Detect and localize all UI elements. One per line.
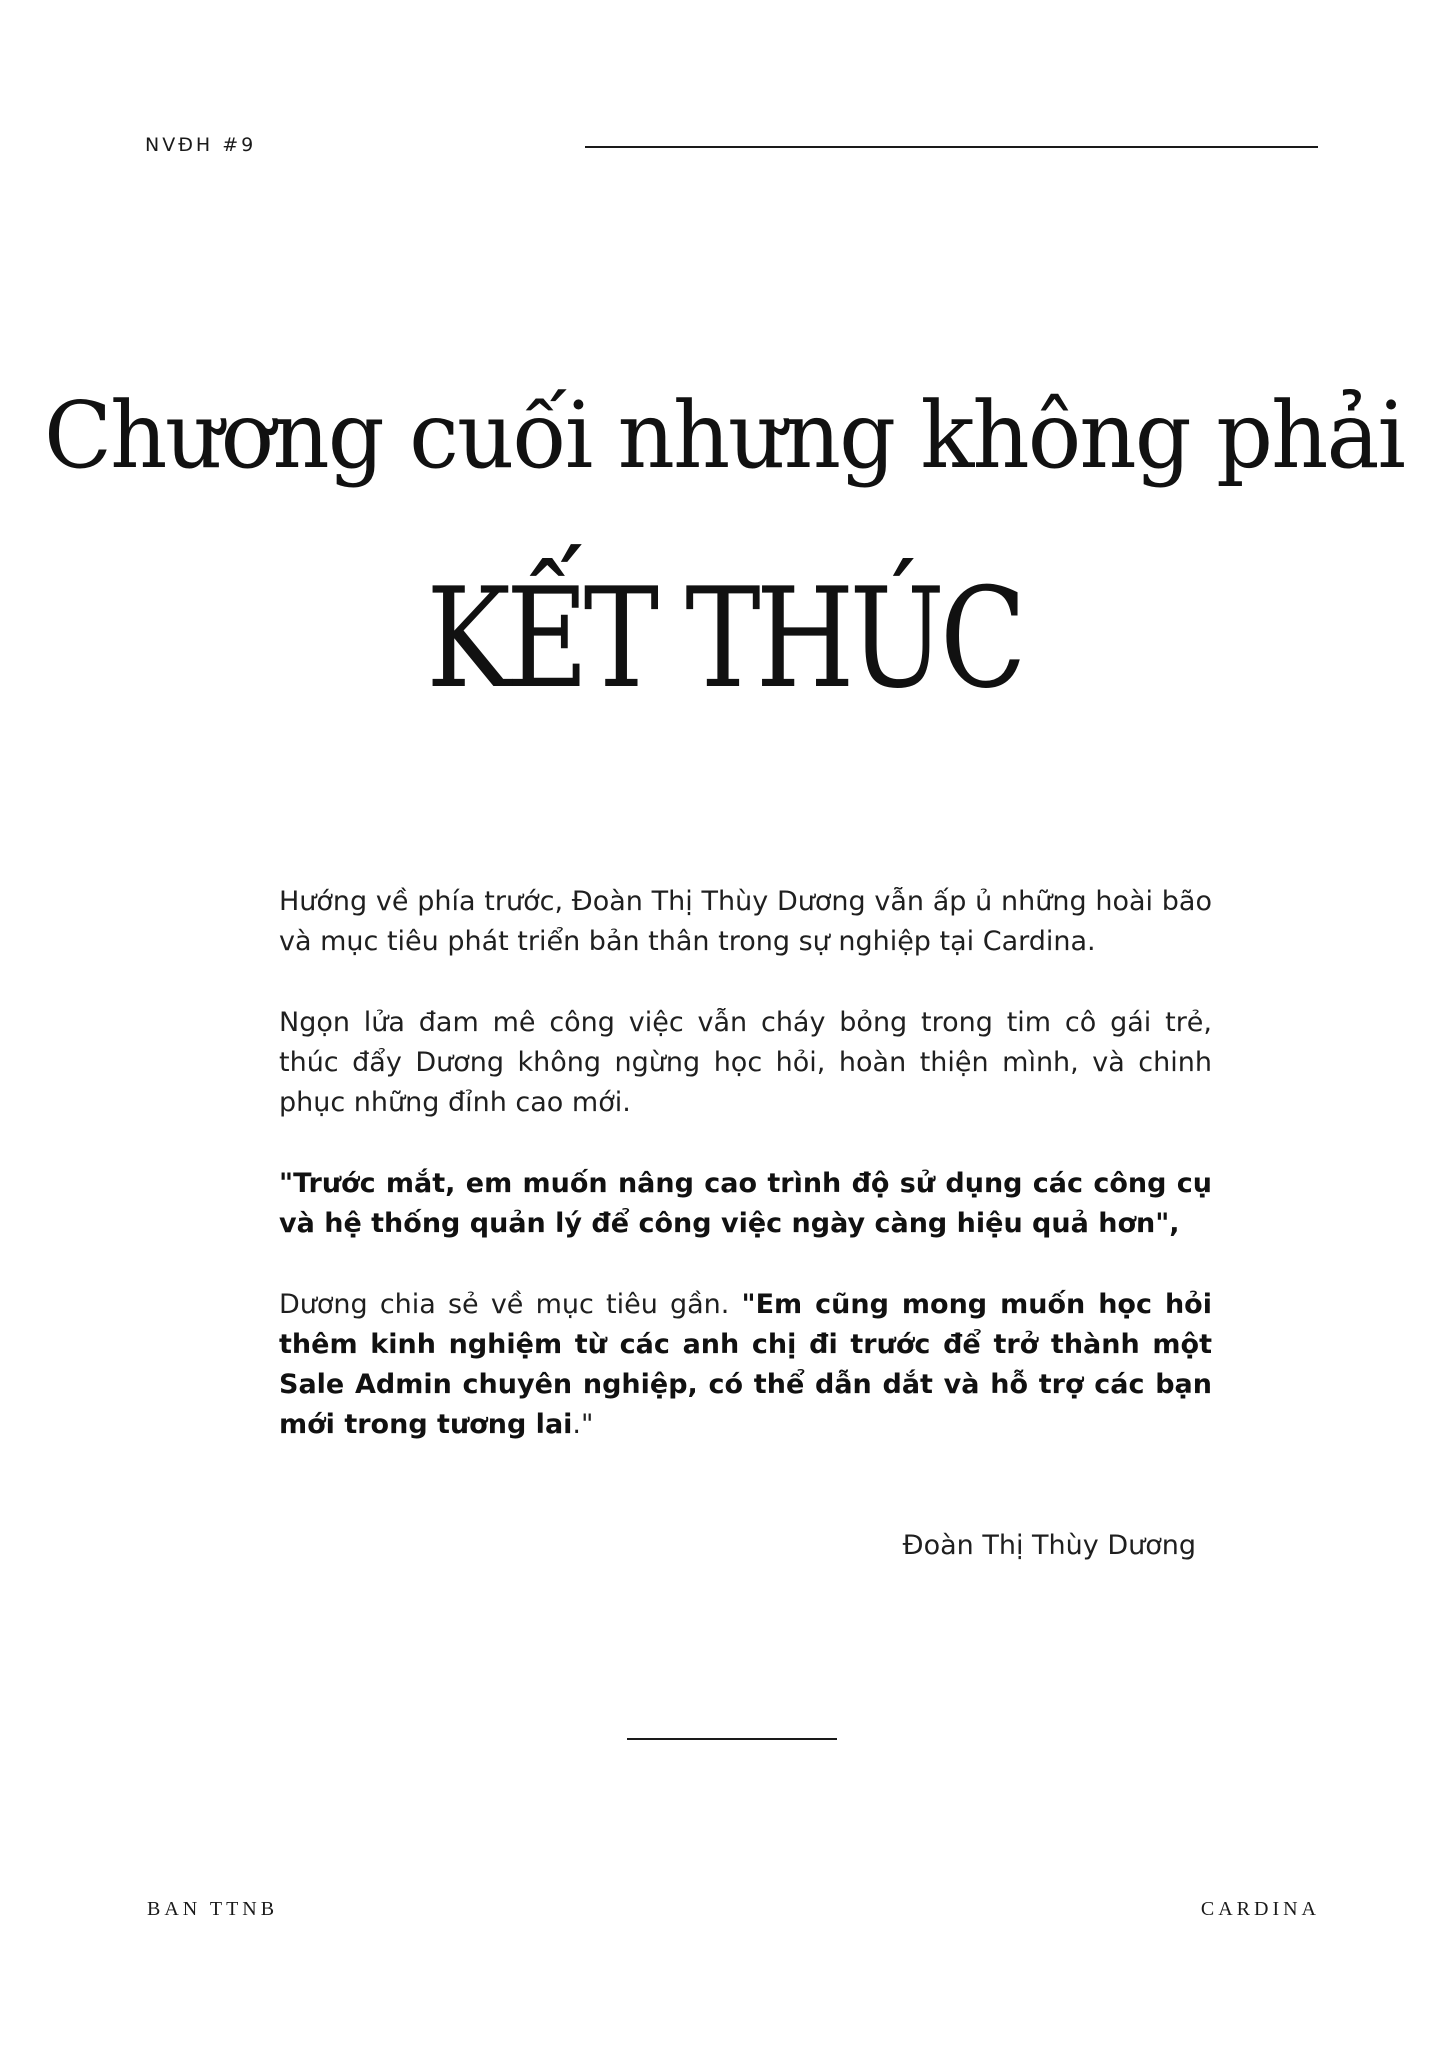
article-body (279, 882, 1212, 1486)
quote-2: "Em cũng mong muốn học hỏi thêm kinh nghiệm từ các anh chị đi trước để trở thành một Sale Admin chuyên nghiệp, có thể dẫn dắt và hỗ trợ các bạn mới trong tương lai (279, 1289, 1212, 1440)
footer-brand: CARDINA (1200, 1898, 1320, 1920)
paragraph-4-intro: Dương chia sẻ về mục tiêu gần. (279, 1289, 742, 1320)
issue-label: NVĐH #9 (145, 134, 257, 156)
paragraph-1: Hướng về phía trước, Đoàn Thị Thùy Dương vẫn ấp ủ những hoài bão và mục tiêu phát triển bản thân trong sự nghiệp tại Cardina. (279, 886, 1212, 957)
paragraph-4-end: ." (572, 1409, 594, 1440)
paragraph-2: Ngọn lửa đam mê công việc vẫn cháy bỏng trong tim cô gái trẻ, thúc đẩy Dương không ngừng học hỏi, hoàn thiện mình, và chinh phục những đỉnh cao mới. (279, 1007, 1212, 1118)
signature: Đoàn Thị Thùy Dương (902, 1530, 1196, 1561)
footer-department: BAN TTNB (147, 1898, 279, 1920)
bottom-divider (627, 1738, 837, 1740)
headline-line-1: Chương cuối nhưng không phải (43, 382, 1405, 489)
quote-paragraph (279, 1164, 1212, 1244)
quote-1: "Trước mắt, em muốn nâng cao trình độ sử dụng các công cụ và hệ thống quản lý để công việc ngày càng hiệu quả hơn", (279, 1168, 1212, 1239)
headline-line-2: KẾT THÚC (426, 558, 1022, 719)
top-divider (585, 146, 1318, 148)
paragraph-4 (279, 1285, 1212, 1445)
